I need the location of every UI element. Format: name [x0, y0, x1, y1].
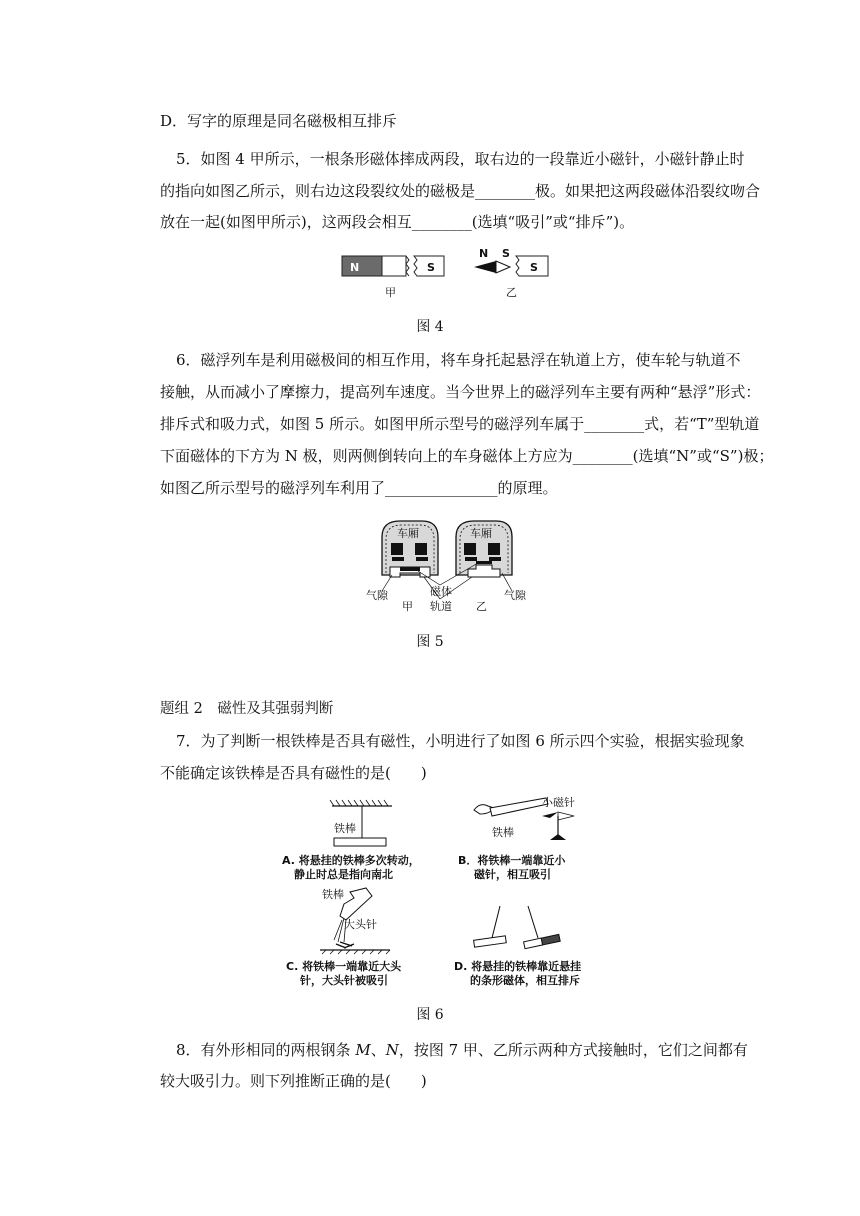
fig6-a-rod-label: 铁棒 — [334, 822, 356, 835]
fig6-c-text-1: C. 将铁棒一端靠近大头 — [286, 960, 402, 973]
figure-5-caption: 图 5 — [416, 634, 444, 650]
fig6-c-pins-label: 大头针 — [344, 918, 377, 931]
fig6-a-text-2: 静止时总是指向南北 — [294, 868, 393, 881]
figure-6 — [280, 792, 610, 998]
carriage-yi-label: 车厢 — [470, 527, 492, 540]
q8-sep: 、 — [370, 1041, 386, 1059]
gap-left-label: 气隙 — [366, 589, 388, 602]
figure-6-caption: 图 6 — [416, 1007, 444, 1023]
seat-icon — [464, 543, 476, 555]
magnet-n-half — [342, 256, 382, 276]
q7-line-1: 7．为了判断一根铁棒是否具有磁性，小明进行了如图 6 所示四个实验，根据实验现象 — [176, 732, 745, 750]
fig4-label-jia: 甲 — [385, 286, 396, 299]
needle-n-label: N — [479, 247, 489, 260]
magnet-left-white — [382, 256, 406, 276]
q8-text-b: ，按图 7 甲、乙所示两种方式接触时，它们之间都有 — [398, 1041, 748, 1059]
fig6-panel-b — [458, 795, 575, 881]
magnet-piece-s-label: S — [530, 261, 538, 274]
seat-icon — [415, 543, 427, 555]
gap-right-label: 气隙 — [504, 589, 526, 602]
group-2-heading: 题组 2 磁性及其强弱判断 — [160, 701, 334, 717]
magnet-label: 磁体 — [430, 585, 452, 598]
fig6-b-text-2: 磁针，相互吸引 — [474, 868, 551, 881]
fig6-b-text-1: B．将铁棒一端靠近小 — [458, 854, 566, 867]
fig6-d-text-1: D. 将悬挂的铁棒靠近悬挂 — [454, 960, 582, 973]
q8-steel-m: M — [355, 1041, 371, 1059]
fig6-a-text-1: A. 将悬挂的铁棒多次转动， — [282, 854, 420, 867]
figure-5 — [360, 515, 540, 615]
needle-south-half — [496, 261, 510, 273]
q6-line-3: 排斥式和吸力式，如图 5 所示。如图甲所示型号的磁浮列车属于________式，若“T”型轨道 — [160, 415, 760, 433]
magnet-n-label: N — [350, 261, 360, 274]
fig6-panel-c — [286, 887, 402, 987]
figure-4 — [330, 246, 560, 306]
carriage-jia-label: 车厢 — [397, 527, 419, 540]
figure-4-caption: 图 4 — [416, 319, 444, 335]
fig6-panel-a — [282, 800, 420, 881]
fig5-label-yi: 乙 — [476, 600, 487, 613]
q6-line-4: 下面磁体的下方为 N 极，则两侧倒转向上的车身磁体上方应为________(选填“N”或“S”)极； — [160, 447, 774, 465]
q8-steel-n: N — [385, 1041, 399, 1059]
needle-north-half — [474, 261, 496, 273]
fig6-panel-d — [454, 906, 581, 987]
track-label: 轨道 — [430, 600, 452, 613]
fig5-label-jia: 甲 — [402, 600, 413, 613]
fig6-b-rod-label: 铁棒 — [492, 826, 514, 839]
q8-text-a: 8．有外形相同的两根钢条 — [176, 1041, 356, 1059]
needle-s-label: S — [502, 247, 510, 260]
fig6-b-needle-label: 小磁针 — [542, 796, 575, 809]
q7-line-2: 不能确定该铁棒是否具有磁性的是( ) — [160, 764, 427, 782]
q8-line-1 — [176, 1040, 756, 1060]
option-d: D．写字的原理是同名磁极相互排斥 — [160, 112, 398, 130]
fig6-c-rod-label: 铁棒 — [322, 888, 344, 901]
q6-line-5: 如图乙所示型号的磁浮列车利用了_______________的原理。 — [160, 479, 558, 497]
seat-icon — [391, 543, 403, 555]
fig4-label-yi: 乙 — [506, 286, 517, 299]
fig6-d-text-2: 的条形磁体，相互排斥 — [470, 974, 580, 987]
magnet-s-label: S — [427, 261, 435, 274]
fig6-c-text-2: 针，大头针被吸引 — [300, 974, 388, 987]
compass-needle-icon — [542, 812, 558, 818]
q6-line-1: 6．磁浮列车是利用磁极间的相互作用，将车身托起悬浮在轨道上方，使车轮与轨道不 — [176, 351, 741, 369]
q5-line-1: 5．如图 4 甲所示，一根条形磁体摔成两段，取右边的一段靠近小磁针，小磁针静止时 — [176, 150, 745, 168]
q8-line-2: 较大吸引力。则下列推断正确的是( ) — [160, 1072, 427, 1090]
q5-line-3: 放在一起(如图甲所示)，这两段会相互________(选填“吸引”或“排斥”)。 — [160, 213, 635, 231]
q5-line-2: 的指向如图乙所示，则右边这段裂纹处的磁极是________极。如果把这两段磁体沿裂纹吻合 — [160, 182, 761, 200]
seat-icon — [488, 543, 500, 555]
q6-line-2: 接触，从而减小了摩擦力，提高列车速度。当今世界上的磁浮列车主要有两种“悬浮”形式： — [160, 383, 761, 401]
